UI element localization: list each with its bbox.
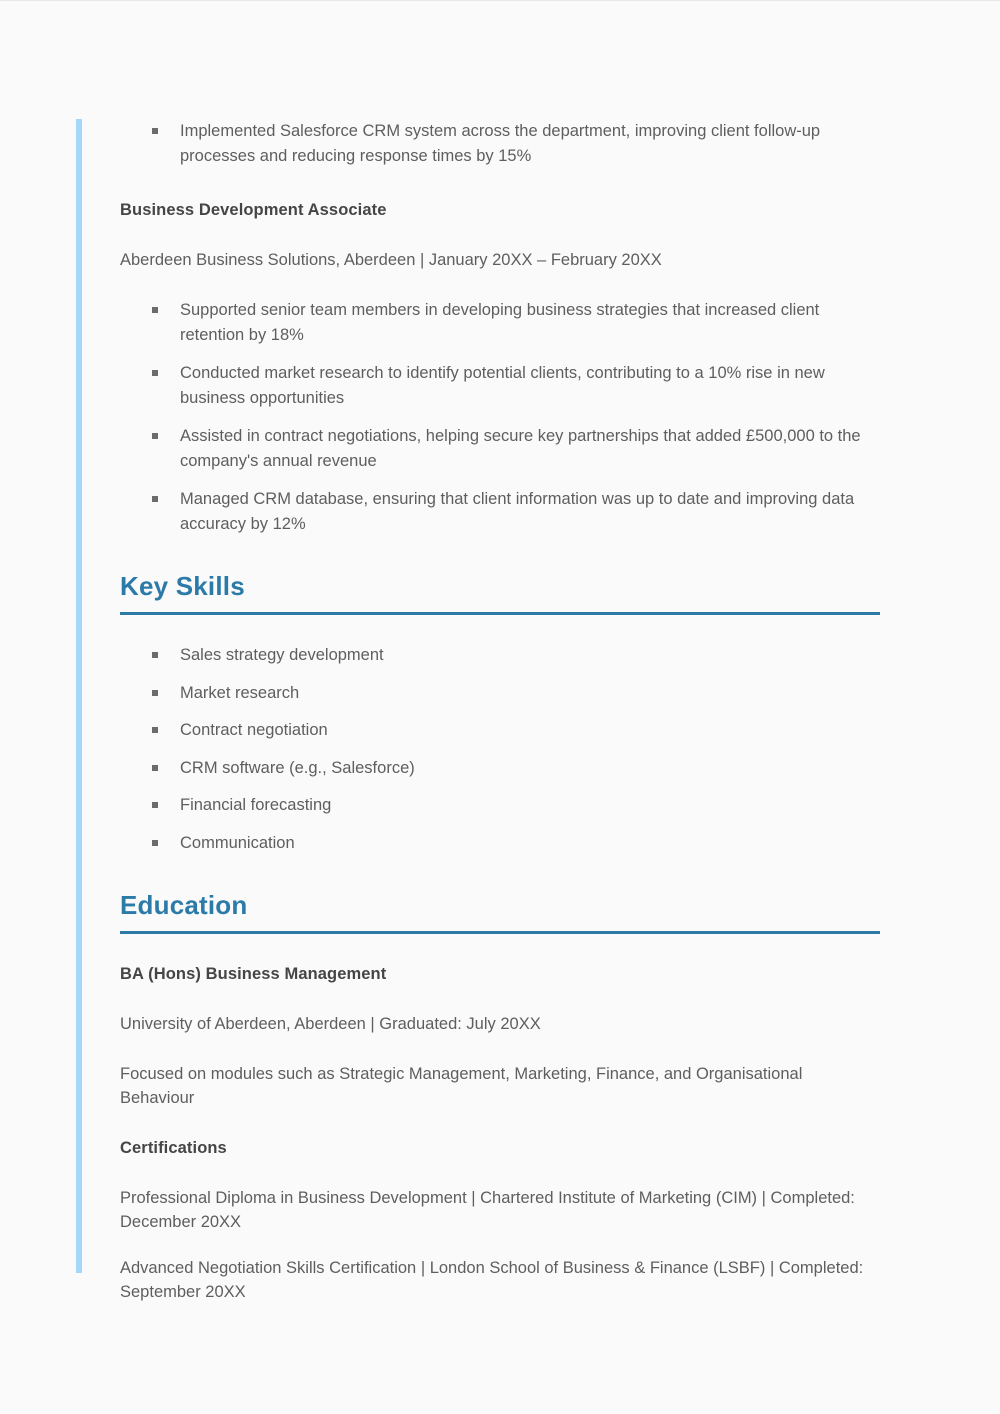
list-item-label: Implemented Salesforce CRM system across the department, improving client follow-up processes and reducing response times by 15% <box>180 122 821 165</box>
list-item-label: Conducted market research to identify potential clients, contributing to a 10% rise in new business opportunities <box>180 364 825 407</box>
list-item <box>120 793 880 818</box>
square-bullet-icon <box>152 690 158 696</box>
square-bullet-icon <box>152 496 158 502</box>
square-bullet-icon <box>152 727 158 733</box>
square-bullet-icon <box>152 128 158 134</box>
list-item <box>120 298 880 347</box>
list-item-label: Managed CRM database, ensuring that client information was up to date and improving data accuracy by 12% <box>180 490 855 533</box>
certification-entry: Advanced Negotiation Skills Certification | London School of Business & Finance (LSBF) | Completed: September 20XX <box>120 1259 864 1301</box>
list-item-label: Sales strategy development <box>180 646 384 664</box>
job-meta: Aberdeen Business Solutions, Aberdeen | January 20XX – February 20XX <box>120 251 662 269</box>
resume-page <box>0 1 1000 1414</box>
degree-title: BA (Hons) Business Management <box>120 965 387 983</box>
section-heading-key-skills: Key Skills <box>120 571 245 601</box>
list-item-label: Supported senior team members in developing business strategies that increased client retention by 18% <box>180 301 820 344</box>
list-item-label: Contract negotiation <box>180 721 328 739</box>
job-bullet-list <box>120 298 880 536</box>
square-bullet-icon <box>152 840 158 846</box>
square-bullet-icon <box>152 433 158 439</box>
carryover-bullet-list <box>120 119 880 168</box>
list-item <box>120 487 880 536</box>
square-bullet-icon <box>152 370 158 376</box>
degree-institution: University of Aberdeen, Aberdeen | Graduated: July 20XX <box>120 1015 541 1033</box>
list-item <box>120 119 880 168</box>
square-bullet-icon <box>152 802 158 808</box>
list-item <box>120 718 880 743</box>
resume-content <box>120 119 880 1304</box>
certifications-heading: Certifications <box>120 1139 227 1157</box>
square-bullet-icon <box>152 765 158 771</box>
list-item <box>120 831 880 856</box>
square-bullet-icon <box>152 652 158 658</box>
list-item <box>120 756 880 781</box>
left-accent-bar <box>76 119 82 1273</box>
key-skills-list <box>120 643 880 855</box>
square-bullet-icon <box>152 307 158 313</box>
list-item-label: Market research <box>180 683 300 702</box>
degree-modules: Focused on modules such as Strategic Management, Marketing, Finance, and Organisational Behaviour <box>120 1065 803 1107</box>
list-item <box>120 424 880 473</box>
list-item-label: Communication <box>180 833 295 852</box>
list-item-label: CRM software (e.g., Salesforce) <box>180 758 415 777</box>
list-item-label: Assisted in contract negotiations, helping secure key partnerships that added £500,000 to the company's annual revenue <box>180 427 861 470</box>
certification-entry: Professional Diploma in Business Development | Chartered Institute of Marketing (CIM) | Completed: December 20XX <box>120 1189 855 1231</box>
list-item <box>120 361 880 410</box>
list-item <box>120 681 880 706</box>
list-item <box>120 643 880 668</box>
list-item-label: Financial forecasting <box>180 796 332 814</box>
job-title: Business Development Associate <box>120 201 387 219</box>
section-heading-education: Education <box>120 890 248 920</box>
